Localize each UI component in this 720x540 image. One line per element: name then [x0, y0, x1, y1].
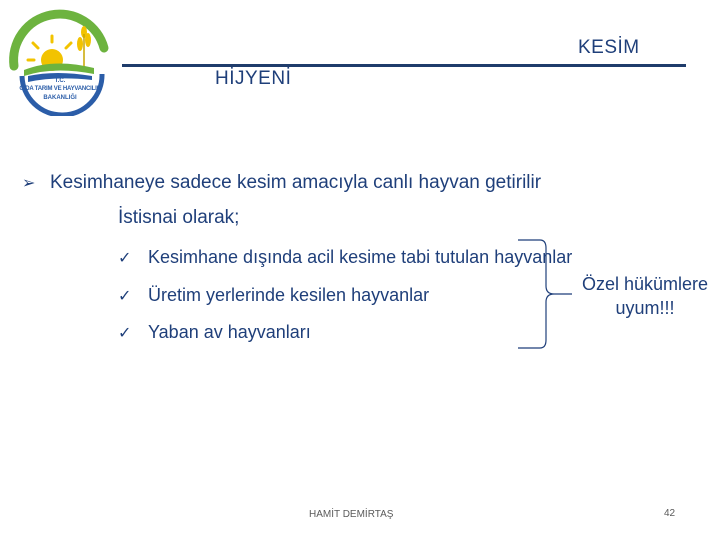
footer-author: HAMİT DEMİRTAŞ [309, 509, 394, 520]
check-icon: ✓ [118, 325, 132, 342]
list-item [118, 247, 572, 268]
special-note [560, 272, 720, 320]
list-item [118, 285, 429, 306]
list-item-text: Kesimhane dışında acil kesime tabi tutulan hayvanlar [148, 247, 573, 267]
slide-title-part-2: HİJYENİ [215, 68, 292, 89]
logo-line-1: GIDA TARIM VE HAYVANCILIK [19, 86, 101, 92]
title-divider [122, 64, 686, 67]
special-note-line-2: uyum!!! [615, 298, 675, 318]
check-icon: ✓ [118, 288, 132, 305]
list-item-text: Üretim yerlerinde kesilen hayvanlar [148, 285, 430, 305]
list-item-text: Yaban av hayvanları [148, 322, 311, 342]
logo-line-2: BAKANLIĞI [43, 95, 77, 101]
logo-tc: T.C. [54, 78, 66, 84]
special-note-line-1: Özel hükümlere [581, 274, 709, 294]
main-bullet [22, 172, 541, 194]
page-number: 42 [664, 508, 676, 519]
list-item [118, 322, 311, 343]
exception-heading: İstisnai olarak; [118, 207, 240, 228]
check-icon: ✓ [118, 250, 132, 267]
slide-title-part-1: KESİM [578, 37, 640, 58]
main-bullet-text: Kesimhaneye sadece kesim amacıyla canlı hayvan getirilir [50, 172, 542, 193]
arrow-bullet-icon: ➢ [22, 175, 36, 192]
